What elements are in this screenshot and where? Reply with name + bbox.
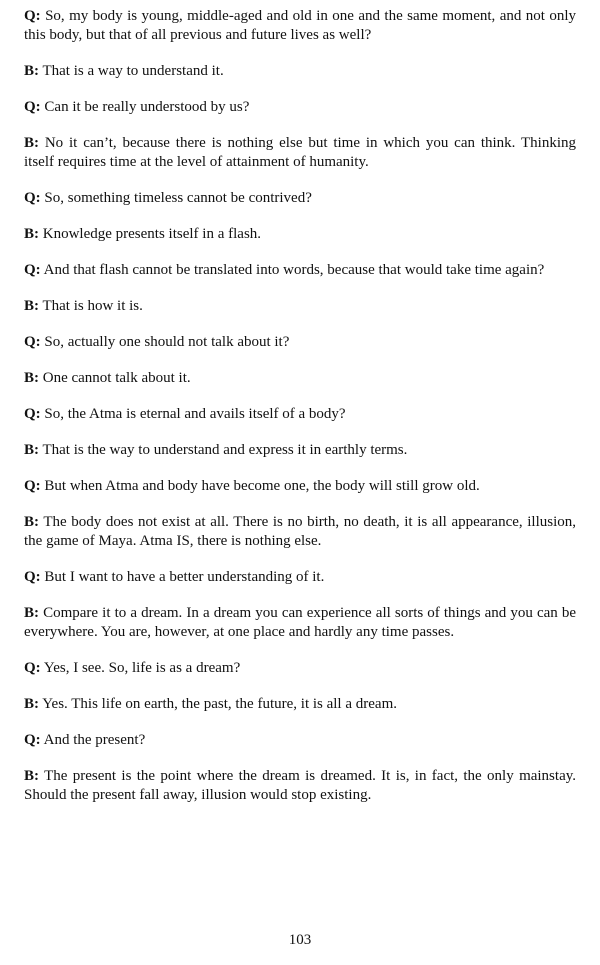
utterance-text: That is a way to understand it. <box>42 63 224 79</box>
utterance-text: That is the way to understand and express it in earthly terms. <box>42 442 408 458</box>
utterance-text: Yes. This life on earth, the past, the future, it is all a dream. <box>42 696 397 712</box>
speaker-label: Q: <box>24 660 41 676</box>
speaker-label: Q: <box>24 99 41 115</box>
question-paragraph <box>24 189 576 208</box>
speaker-label: B: <box>24 298 39 314</box>
speaker-label: Q: <box>24 8 41 24</box>
answer-paragraph <box>24 134 576 172</box>
question-paragraph <box>24 333 576 352</box>
speaker-label: Q: <box>24 478 41 494</box>
answer-paragraph <box>24 369 576 388</box>
question-paragraph <box>24 7 576 45</box>
speaker-label: Q: <box>24 262 41 278</box>
utterance-text: So, something timeless cannot be contrived? <box>44 190 312 206</box>
question-paragraph <box>24 731 576 750</box>
question-paragraph <box>24 659 576 678</box>
speaker-label: B: <box>24 696 39 712</box>
speaker-label: B: <box>24 370 39 386</box>
answer-paragraph <box>24 513 576 551</box>
speaker-label: B: <box>24 226 39 242</box>
answer-paragraph <box>24 225 576 244</box>
answer-paragraph <box>24 62 576 81</box>
speaker-label: B: <box>24 63 39 79</box>
question-paragraph <box>24 405 576 424</box>
utterance-text: That is how it is. <box>42 298 143 314</box>
answer-paragraph <box>24 604 576 642</box>
utterance-text: But I want to have a better understanding of it. <box>44 569 325 585</box>
utterance-text: No it can’t, because there is nothing else but time in which you can think. Thinking itself requires time at the level of attainment of humanity. <box>24 135 576 170</box>
answer-paragraph <box>24 441 576 460</box>
utterance-text: Compare it to a dream. In a dream you can experience all sorts of things and you can be everywhere. You are, however, at one place and hardly any time passes. <box>24 605 577 640</box>
answer-paragraph <box>24 767 576 805</box>
dialogue <box>24 7 576 805</box>
utterance-text: But when Atma and body have become one, the body will still grow old. <box>44 478 480 494</box>
utterance-text: One cannot talk about it. <box>42 370 191 386</box>
answer-paragraph <box>24 297 576 316</box>
page-number: 103 <box>288 932 312 948</box>
utterance-text: And the present? <box>43 732 146 748</box>
utterance-text: The present is the point where the dream is dreamed. It is, in fact, the only mainstay. Should the present fall away, illusion would stop existing. <box>24 768 576 803</box>
utterance-text: Can it be really understood by us? <box>44 99 250 115</box>
utterance-text: So, the Atma is eternal and avails itself of a body? <box>44 406 346 422</box>
question-paragraph <box>24 568 576 587</box>
answer-paragraph <box>24 695 576 714</box>
speaker-label: B: <box>24 514 39 530</box>
speaker-label: Q: <box>24 334 41 350</box>
utterance-text: So, actually one should not talk about it? <box>44 334 290 350</box>
speaker-label: B: <box>24 605 39 621</box>
utterance-text: Yes, I see. So, life is as a dream? <box>43 660 241 676</box>
utterance-text: So, my body is young, middle-aged and old in one and the same moment, and not only this body, but that of all previous and future lives as well? <box>24 8 577 43</box>
speaker-label: Q: <box>24 569 41 585</box>
speaker-label: Q: <box>24 190 41 206</box>
utterance-text: Knowledge presents itself in a flash. <box>42 226 262 242</box>
utterance-text: And that flash cannot be translated into words, because that would take time again? <box>43 262 545 278</box>
utterance-text: The body does not exist at all. There is no birth, no death, it is all appearance, illusion, the game of Maya. Atma IS, there is nothing else. <box>24 514 577 549</box>
speaker-label: B: <box>24 442 39 458</box>
speaker-label: B: <box>24 768 39 784</box>
speaker-label: B: <box>24 135 39 151</box>
speaker-label: Q: <box>24 406 41 422</box>
question-paragraph <box>24 98 576 117</box>
question-paragraph <box>24 261 576 280</box>
speaker-label: Q: <box>24 732 41 748</box>
question-paragraph <box>24 477 576 496</box>
